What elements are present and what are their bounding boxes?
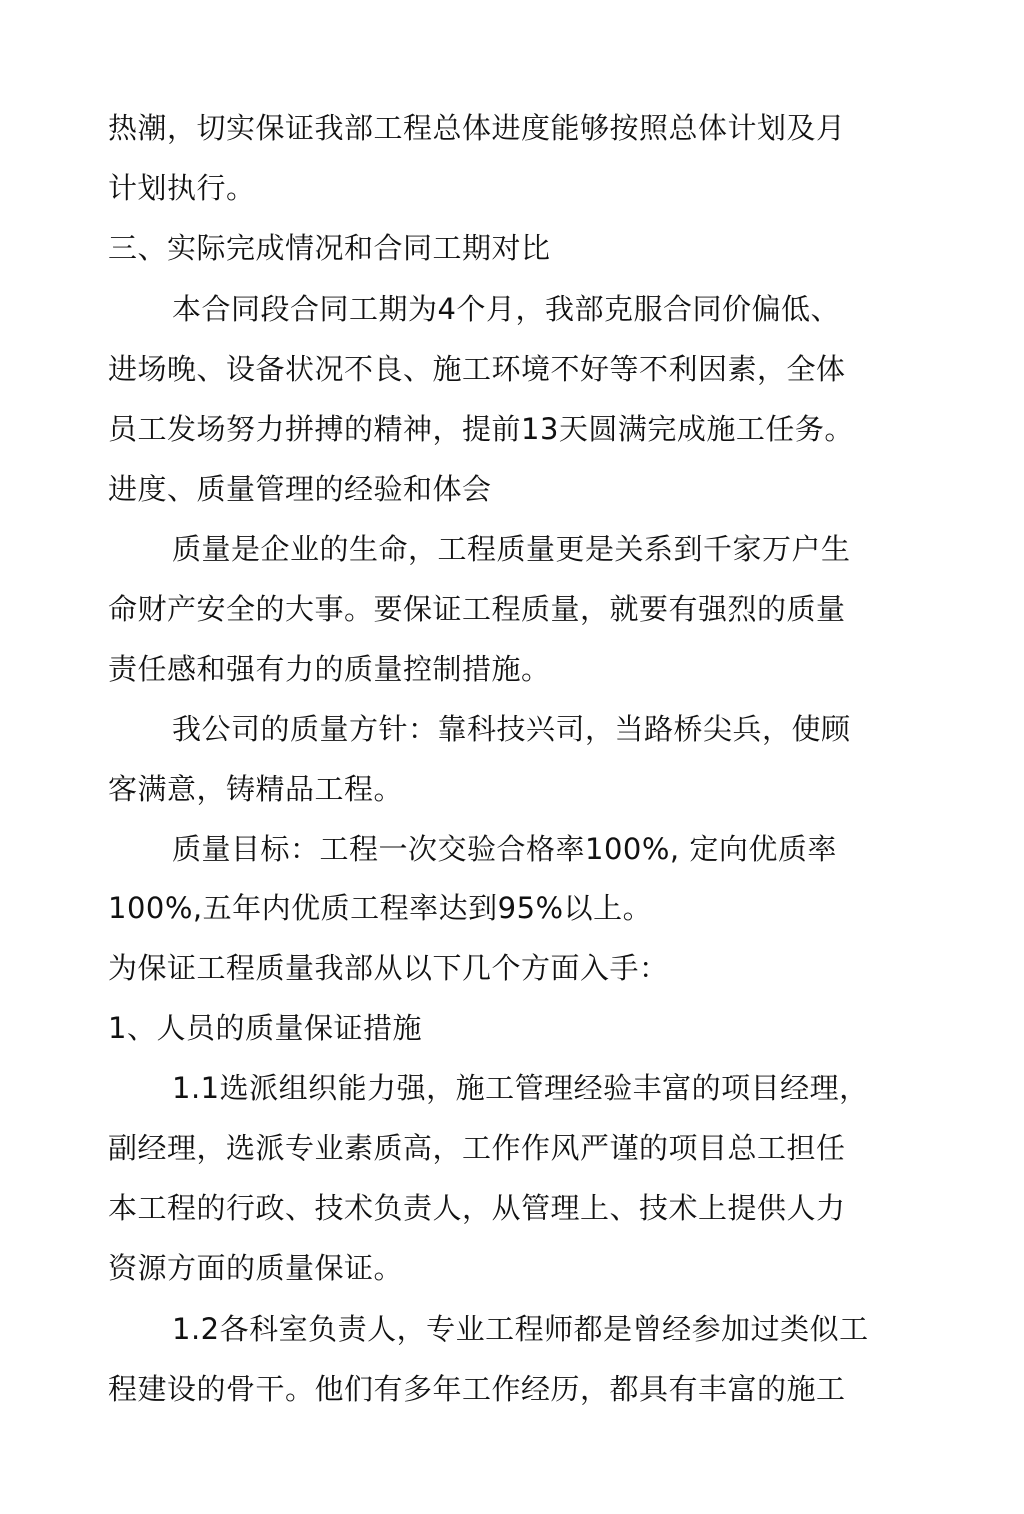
paragraph-line: 计划执行。	[108, 171, 256, 205]
paragraph-line: 1.2各科室负责人，专业工程师都是曾经参加过类似工	[172, 1312, 869, 1346]
paragraph-line: 副经理，选派专业素质高，工作作风严谨的项目总工担任	[108, 1131, 846, 1165]
paragraph-line: 热潮，切实保证我部工程总体进度能够按照总体计划及月	[108, 111, 846, 145]
paragraph-line: 质量是企业的生命，工程质量更是关系到千家万户生	[172, 532, 851, 566]
paragraph-line: 进场晚、设备状况不良、施工环境不好等不利因素，全体	[108, 352, 846, 386]
paragraph-line: 程建设的骨干。他们有多年工作经历，都具有丰富的施工	[108, 1372, 846, 1406]
paragraph-line: 本工程的行政、技术负责人，从管理上、技术上提供人力	[108, 1191, 846, 1225]
section-heading: 三、实际完成情况和合同工期对比	[108, 231, 551, 265]
paragraph-line: 客满意，铸精品工程。	[108, 772, 404, 806]
paragraph-line: 资源方面的质量保证。	[108, 1251, 404, 1285]
paragraph-line: 1.1选派组织能力强，施工管理经验丰富的项目经理，	[172, 1071, 869, 1105]
paragraph-line: 质量目标：工程一次交验合格率100%, 定向优质率	[172, 832, 837, 866]
paragraph-line: 为保证工程质量我部从以下几个方面入手：	[108, 951, 669, 985]
paragraph-line: 责任感和强有力的质量控制措施。	[108, 652, 551, 686]
paragraph-line: 我公司的质量方针：靠科技兴司，当路桥尖兵，使顾	[172, 712, 851, 746]
paragraph-line: 命财产安全的大事。要保证工程质量，就要有强烈的质量	[108, 592, 846, 626]
section-heading: 进度、质量管理的经验和体会	[108, 472, 492, 506]
paragraph-line: 100%,五年内优质工程率达到95%以上。	[108, 891, 653, 925]
paragraph-line: 本合同段合同工期为4个月，我部克服合同价偏低、	[172, 292, 840, 326]
paragraph-line: 员工发场努力拼搏的精神，提前13天圆满完成施工任务。	[108, 412, 854, 446]
section-heading: 1、人员的质量保证措施	[108, 1011, 422, 1045]
